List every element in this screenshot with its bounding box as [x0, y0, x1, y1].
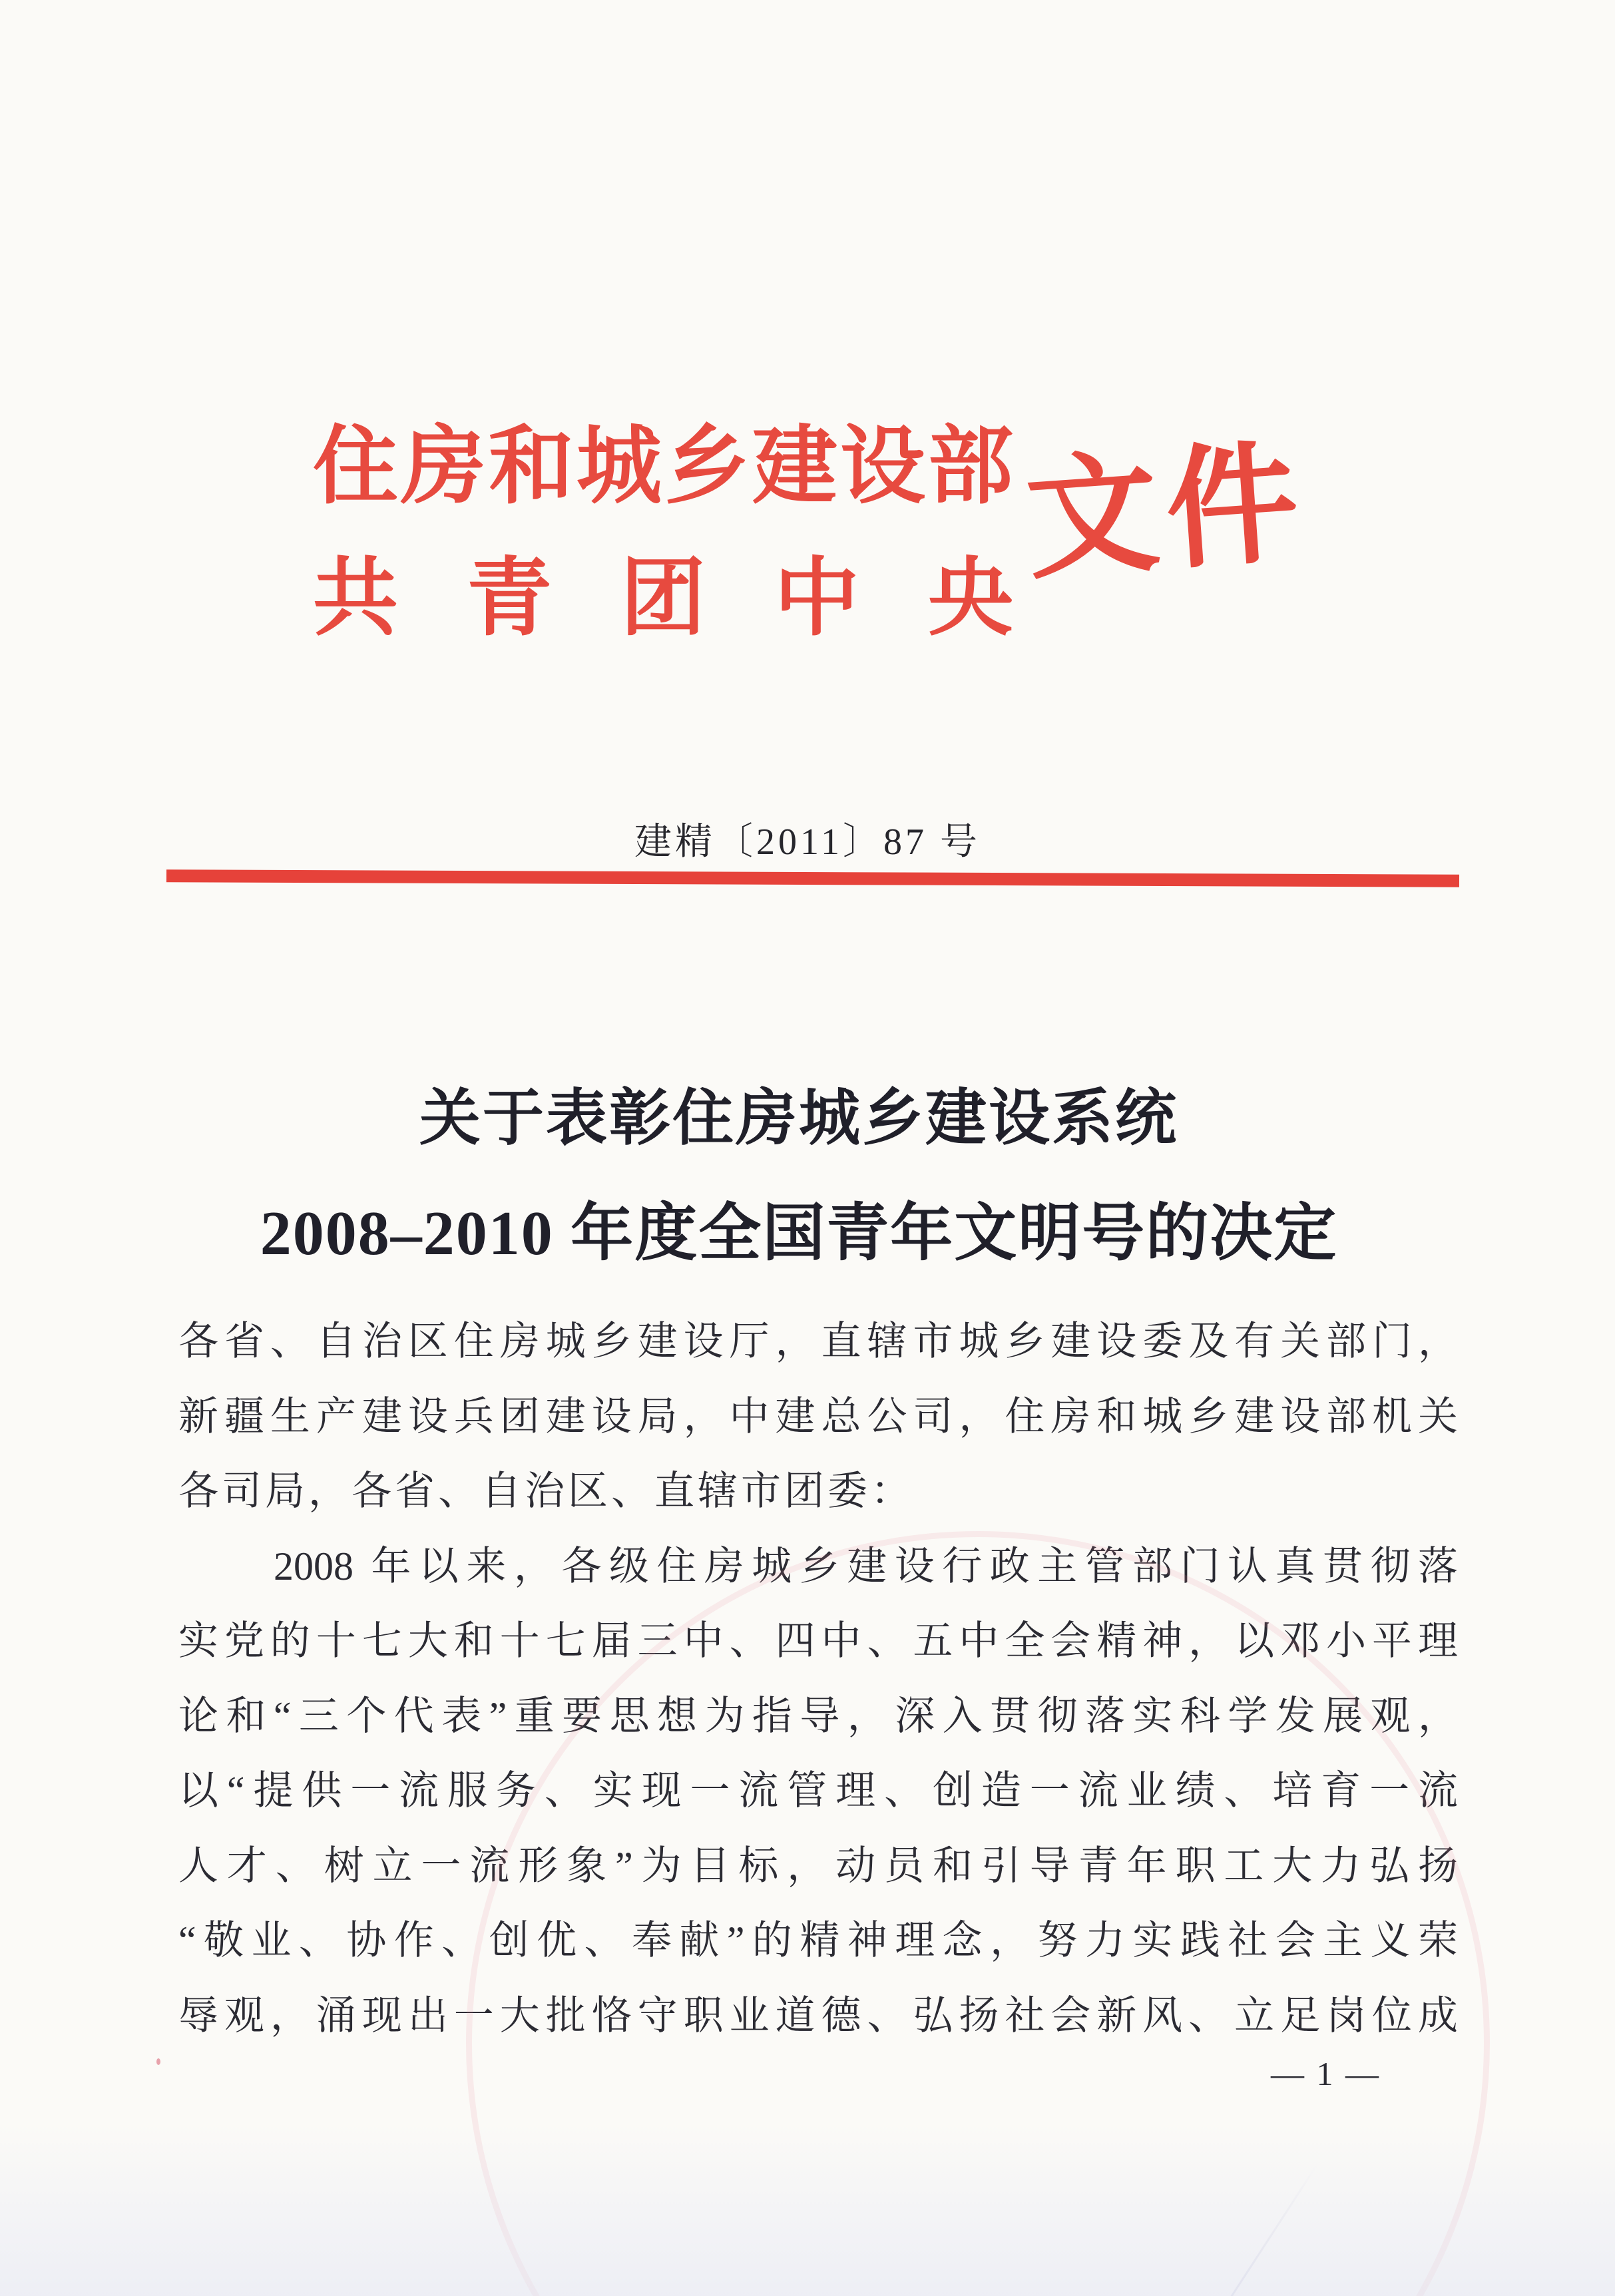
scan-speck	[156, 2058, 160, 2065]
document-title-line1: 关于表彰住房城乡建设系统	[419, 1084, 1178, 1152]
letterhead-red-rule	[166, 869, 1459, 887]
body-line: 实党的十七大和十七届三中、四中、五中全会精神，以邓小平理	[178, 1619, 1458, 1663]
document-title-line2: 2008–2010 年度全国青年文明号的决定	[260, 1199, 1338, 1268]
scan-edge-shadow	[0, 2123, 1615, 2296]
body-line: 2008 年以来，各级住房城乡建设行政主管部门认真贯彻落	[178, 1544, 1458, 1588]
body-line: 新疆生产建设兵团建设局，中建总公司，住房和城乡建设部机关	[178, 1394, 1458, 1439]
body-line: 各司局，各省、自治区、直辖市团委：	[178, 1469, 914, 1513]
body-line: 以“提供一流服务、实现一流管理、创造一流业绩、培育一流	[178, 1769, 1458, 1813]
body-line: 辱观，涌现出一大批恪守职业道德、弘扬社会新风、立足岗位成	[178, 1993, 1458, 2038]
body-line: 论和“三个代表”重要思想为指导，深入贯彻落实科学发展观，	[178, 1694, 1458, 1738]
document-type-stamp: 文件	[1021, 430, 1311, 595]
document-reference-number: 建精〔2011〕87 号	[634, 821, 981, 863]
body-line: 人才、树立一流形象”为目标，动员和引导青年职工大力弘扬	[178, 1843, 1458, 1888]
issuer-name-line1: 住房和城乡建设部	[313, 419, 1013, 514]
body-line: 各省、自治区住房城乡建设厅，直辖市城乡建设委及有关部门，	[178, 1319, 1458, 1363]
page-number: — 1 —	[1271, 2055, 1381, 2092]
body-line: “敬业、协作、创优、奉献”的精神理念，努力实践社会主义荣	[178, 1919, 1458, 1962]
issuer-name-line2: 共青团中央	[313, 551, 1013, 646]
